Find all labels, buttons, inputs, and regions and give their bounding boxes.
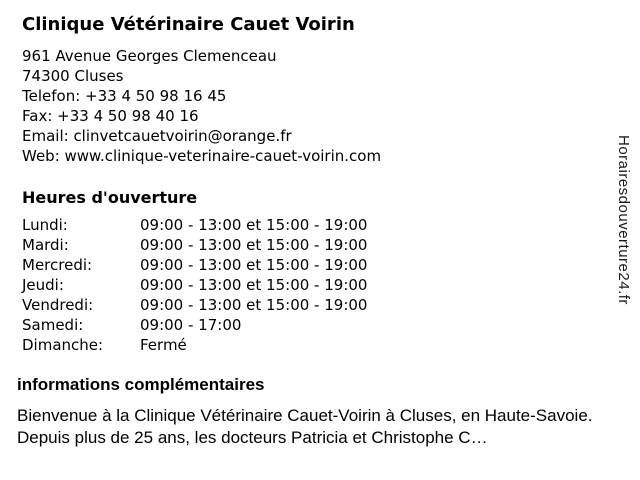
phone-line: Telefon: +33 4 50 98 16 45 (22, 87, 227, 105)
hours-value: 09:00 - 13:00 et 15:00 - 19:00 (140, 276, 368, 294)
additional-info-heading: informations complémentaires (17, 375, 265, 394)
hours-row-saturday (22, 315, 640, 335)
day-label: Lundi: (22, 216, 68, 234)
address-city-line: 74300 Cluses (22, 67, 124, 85)
hours-value: 09:00 - 13:00 et 15:00 - 19:00 (140, 216, 368, 234)
hours-value: Fermé (140, 336, 187, 354)
website-line: Web: www.clinique-veterinaire-cauet-voirin.com (22, 147, 382, 165)
hours-row-sunday (22, 335, 640, 355)
additional-info-section (17, 375, 640, 449)
additional-info-text: Bienvenue à la Clinique Vétérinaire Cauet-Voirin à Cluses, en Haute-Savoie. Depuis plus de 25 ans, les docteurs Patricia et Christophe C… (17, 406, 593, 447)
day-label: Mercredi: (22, 256, 93, 274)
hours-value: 09:00 - 13:00 et 15:00 - 19:00 (140, 296, 368, 314)
day-label: Jeudi: (22, 276, 64, 294)
hours-value: 09:00 - 17:00 (140, 316, 242, 334)
contact-block (22, 46, 640, 166)
hours-value: 09:00 - 13:00 et 15:00 - 19:00 (140, 256, 368, 274)
hours-value: 09:00 - 13:00 et 15:00 - 19:00 (140, 236, 368, 254)
hours-row-tuesday (22, 235, 640, 255)
hours-row-thursday (22, 275, 640, 295)
business-name-title: Clinique Vétérinaire Cauet Voirin (22, 14, 355, 35)
hours-row-friday (22, 295, 640, 315)
opening-hours-heading: Heures d'ouverture (22, 188, 198, 207)
day-label: Mardi: (22, 236, 69, 254)
day-label: Vendredi: (22, 296, 94, 314)
address-street-line: 961 Avenue Georges Clemenceau (22, 47, 277, 65)
hours-row-monday (22, 215, 640, 235)
email-line: Email: clinvetcauetvoirin@orange.fr (22, 127, 292, 145)
opening-hours-table (22, 215, 640, 355)
site-watermark: Horairesdouverture24.fr (615, 135, 632, 305)
fax-line: Fax: +33 4 50 98 40 16 (22, 107, 199, 125)
day-label: Samedi: (22, 316, 84, 334)
hours-row-wednesday (22, 255, 640, 275)
day-label: Dimanche: (22, 336, 104, 354)
